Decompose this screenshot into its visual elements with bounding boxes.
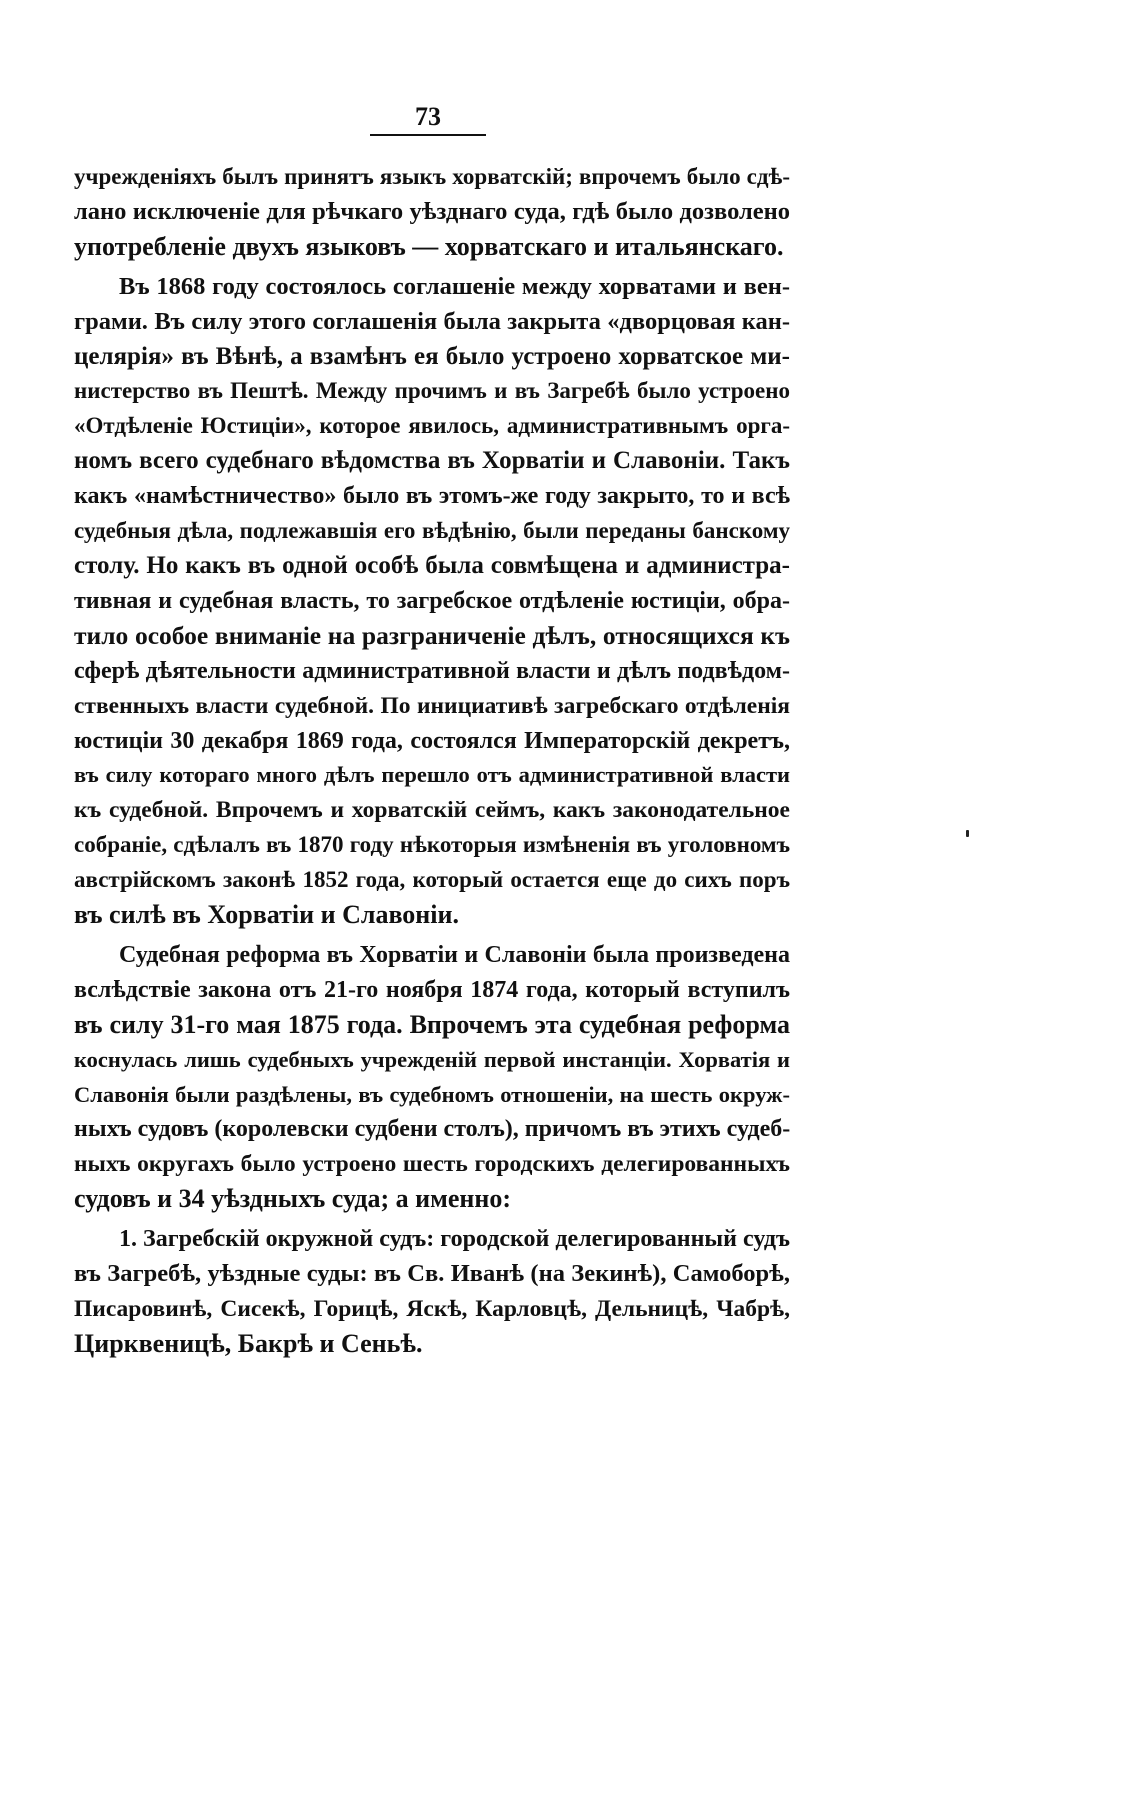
text-line: «Отдѣленiе Юстицiи», которое явилось, административнымъ орга- bbox=[74, 413, 790, 439]
text-line: судебныя дѣла, подлежавшiя его вѣдѣнiю, были переданы банскому bbox=[74, 518, 790, 544]
text-line: употребленiе двухъ языковъ — хорватскаго и итальянскаго. bbox=[74, 231, 784, 261]
text-line: въ силѣ въ Хорватiи и Славонiи. bbox=[74, 900, 459, 930]
text-line: Въ 1868 году состоялось соглашенiе между хорватами и вен- bbox=[119, 272, 790, 300]
text-line: учрежденiяхъ былъ принятъ языкъ хорватскiй; впрочемъ было сдѣ- bbox=[74, 164, 790, 189]
text-line: къ судебной. Впрочемъ и хорватскiй сеймъ, какъ законодательное bbox=[74, 797, 790, 824]
text-line: ственныхъ власти судебной. По инициативѣ загребскаго отдѣленiя bbox=[74, 692, 790, 719]
text-line: столу. Но какъ въ одной особѣ была совмѣщена и администра- bbox=[74, 551, 790, 579]
text-line: сферѣ дѣятельности административной власти и дѣлъ подвѣдом- bbox=[74, 657, 790, 684]
text-line: ныхъ судовъ (королевски судбени столъ), причомъ въ этихъ судеб- bbox=[74, 1116, 791, 1143]
paragraph-2 bbox=[74, 270, 790, 933]
paragraph-1 bbox=[74, 160, 790, 265]
text-line: Судебная реформа въ Хорватiи и Славонiи была произведена bbox=[119, 941, 790, 968]
print-speck bbox=[966, 830, 969, 837]
text-line: въ силу котораго много дѣлъ перешло отъ административной власти bbox=[74, 762, 790, 788]
text-line: въ силу 31-го мая 1875 года. Впрочемъ эта судебная реформа bbox=[74, 1009, 790, 1039]
text-line: ныхъ округахъ было устроено шесть городскихъ делегированныхъ bbox=[74, 1151, 790, 1178]
text-line: 1. Загребскiй окружной судъ: городской делегированный судъ bbox=[119, 1226, 790, 1253]
text-line: грами. Въ силу этого соглашенiя была закрыта «дворцовая кан- bbox=[74, 307, 790, 335]
text-line: въ Загребѣ, уѣздные суды: въ Св. Иванѣ (на Зекинѣ), Самоборѣ, bbox=[74, 1260, 790, 1288]
page-number-rule bbox=[370, 134, 486, 136]
paragraph-3 bbox=[74, 938, 790, 1217]
text-line: Славонiя были раздѣлены, въ судебномъ отношенiи, на шесть окруж- bbox=[74, 1081, 790, 1107]
text-line: юстицiи 30 декабря 1869 года, состоялся Императорскiй декретъ, bbox=[74, 727, 790, 754]
text-line: собранiе, сдѣлалъ въ 1870 году нѣкоторыя измѣненiя въ уголовномъ bbox=[74, 832, 790, 858]
text-line: коснулась лишь судебныхъ учрежденiй первой инстанцiи. Хорватiя и bbox=[74, 1046, 790, 1072]
text-line: какъ «намѣстничество» было въ этомъ-же году закрыто, то и всѣ bbox=[74, 483, 790, 510]
body-text bbox=[74, 160, 790, 1362]
text-line: тило особое вниманiе на разграниченiе дѣлъ, относящихся къ bbox=[74, 620, 790, 650]
text-line: Писаровинѣ, Сисекѣ, Горицѣ, Яскѣ, Карловцѣ, Дельницѣ, Чабрѣ, bbox=[74, 1296, 790, 1322]
text-line: вслѣдствiе закона отъ 21-го ноября 1874 года, который вступилъ bbox=[74, 976, 790, 1003]
text-line: тивная и судебная власть, то загребское отдѣленiе юстицiи, обра- bbox=[74, 587, 790, 614]
text-line: лано исключенiе для рѣчкаго уѣзднаго суда, гдѣ было дозволено bbox=[74, 197, 790, 225]
page-number: 73 bbox=[415, 102, 441, 131]
text-line: целярiя» въ Вѣнѣ, а взамѣнъ ея было устроено хорватское ми- bbox=[74, 342, 790, 370]
text-line: нистерство въ Пештѣ. Между прочимъ и въ Загребѣ было устроено bbox=[74, 378, 790, 404]
text-line: номъ всего судебнаго вѣдомства въ Хорватiи и Славонiи. Такъ bbox=[74, 447, 790, 475]
paragraph-4 bbox=[74, 1222, 790, 1362]
text-line: австрiйскомъ законѣ 1852 года, который остается еще до сихъ поръ bbox=[74, 867, 790, 893]
text-line: судовъ и 34 уѣздныхъ суда; а именно: bbox=[74, 1184, 511, 1214]
text-line: Цирквеницѣ, Бакрѣ и Сеньѣ. bbox=[74, 1328, 423, 1358]
